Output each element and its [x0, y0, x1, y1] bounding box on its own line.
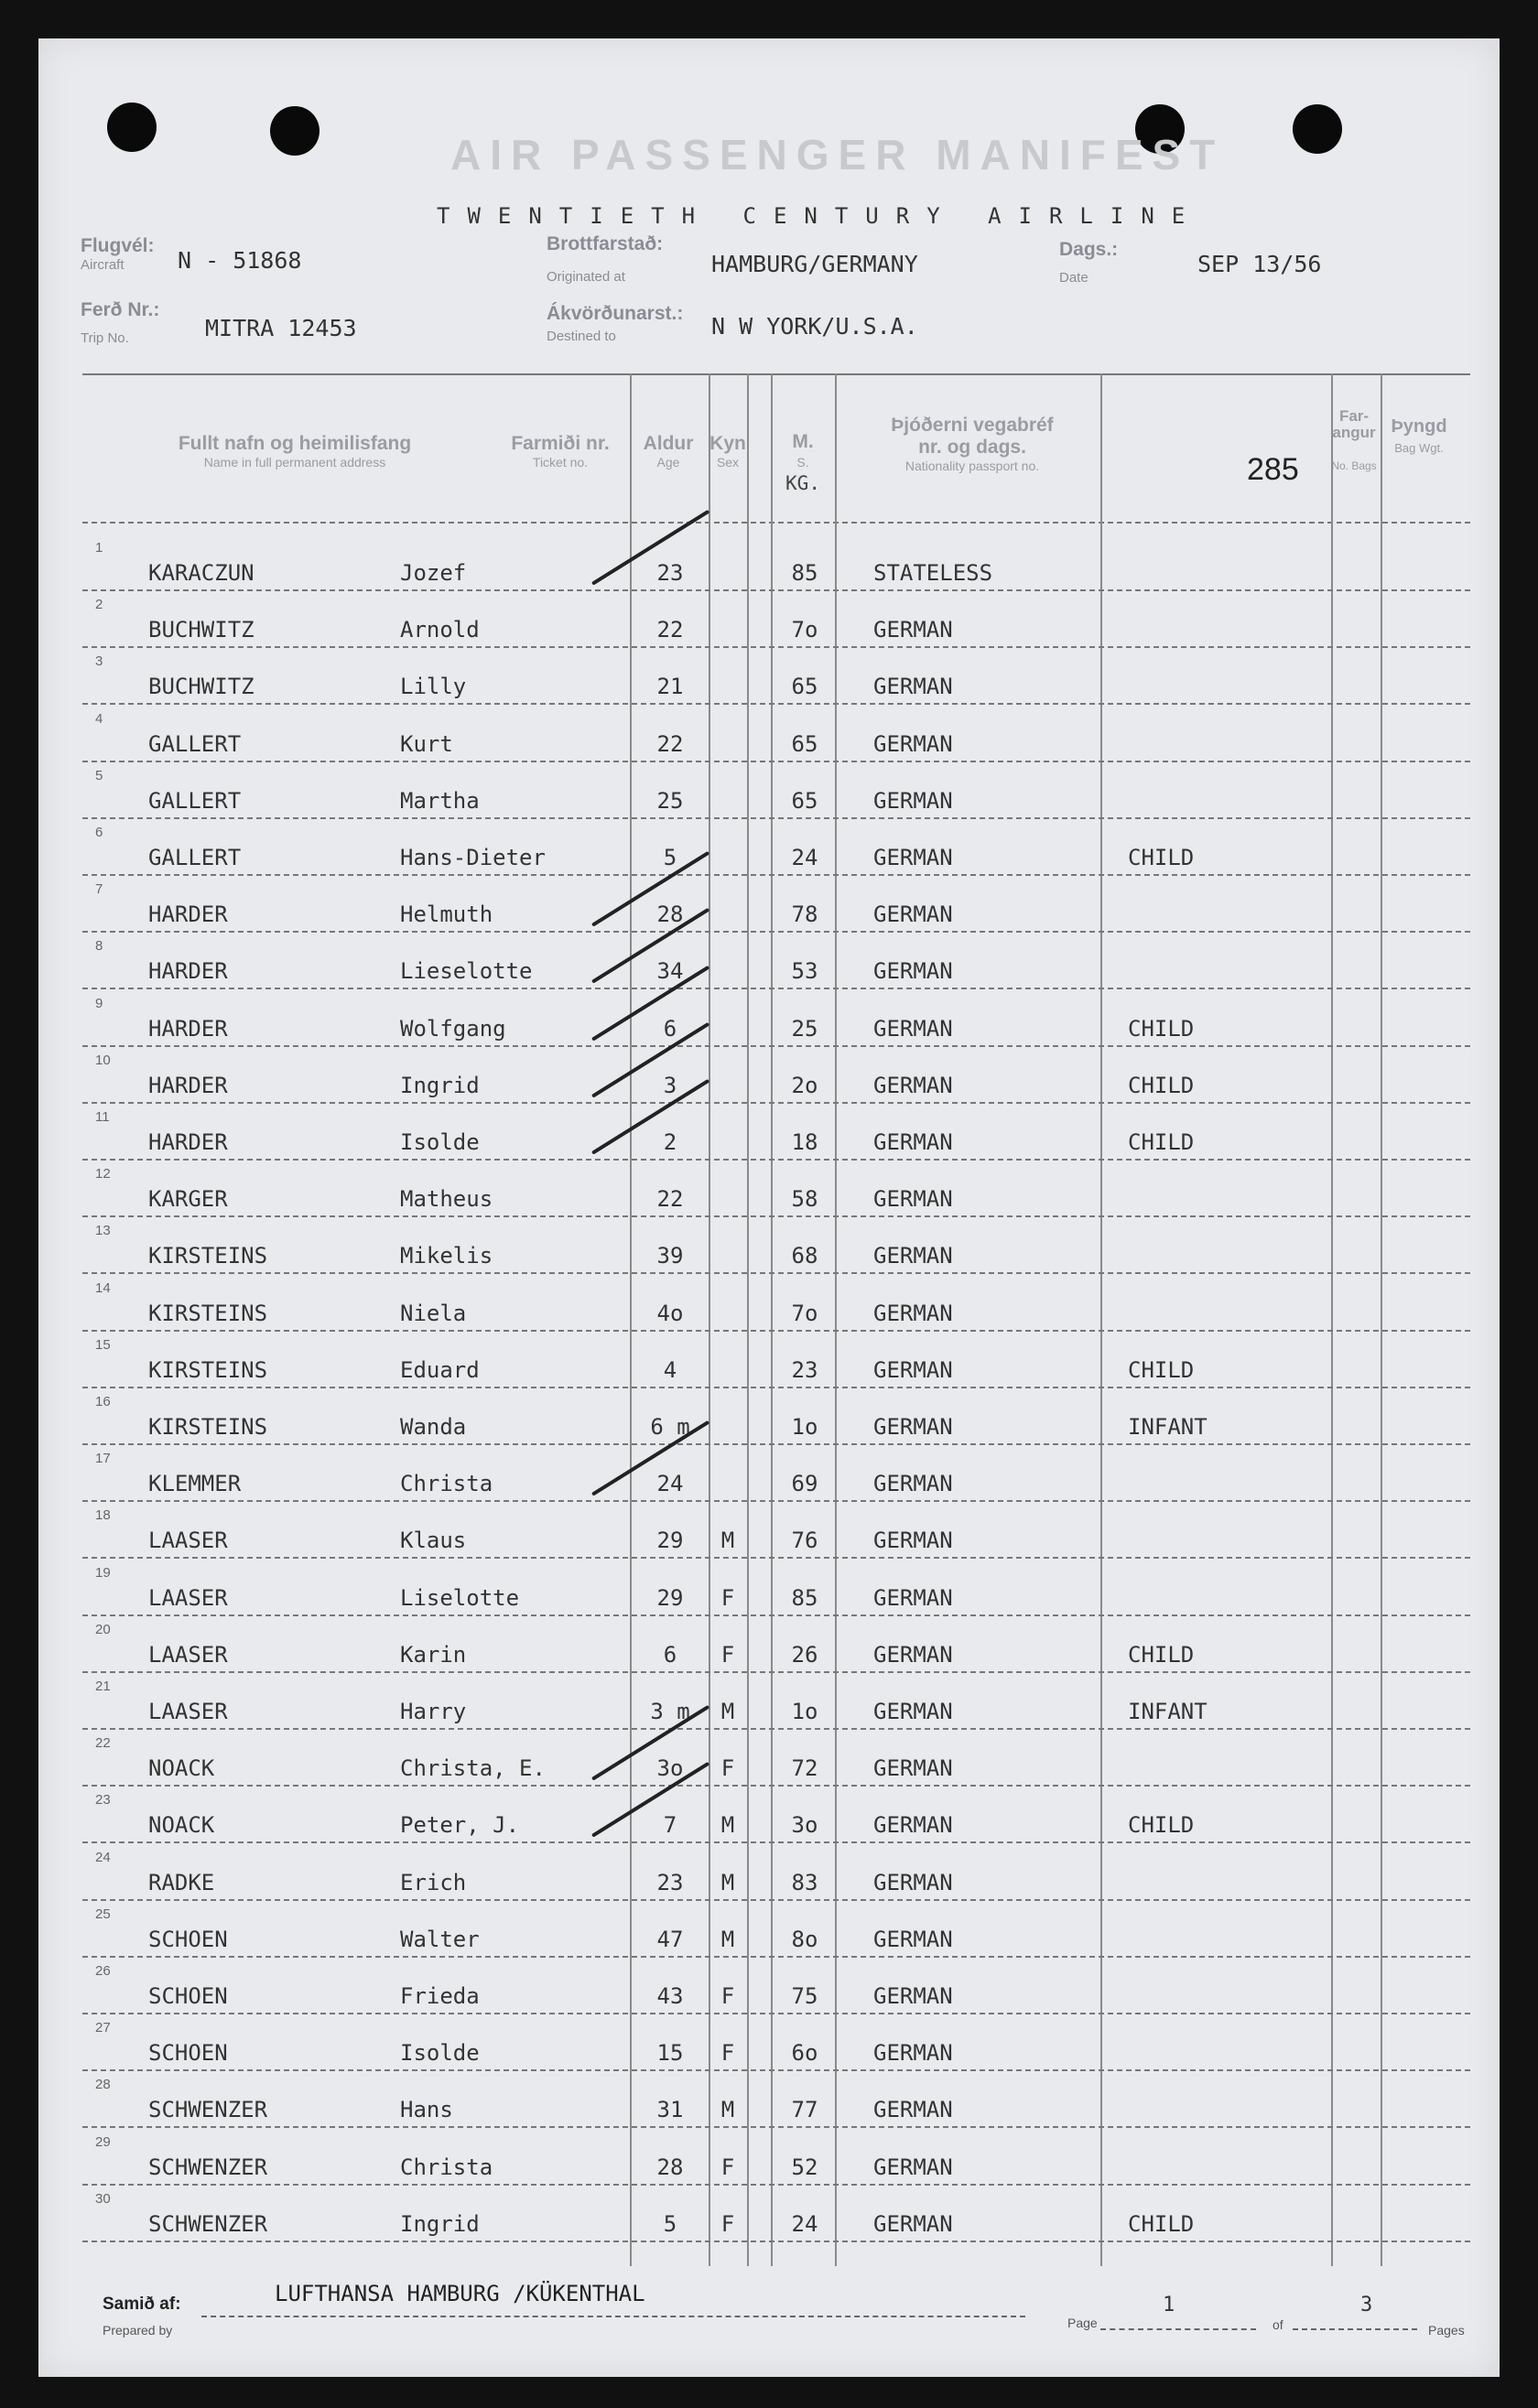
- weight: 65: [791, 787, 818, 814]
- row-number: 9: [95, 995, 103, 1011]
- weight: 2o: [791, 1072, 818, 1098]
- last-name: LAASER: [148, 1699, 228, 1724]
- row-divider: [82, 646, 1470, 648]
- last-name: SCHWENZER: [148, 2097, 268, 2123]
- age: 6: [663, 1015, 677, 1042]
- sex: F: [720, 1755, 735, 1782]
- row-divider: [82, 2126, 1470, 2128]
- sex: F: [720, 2210, 735, 2237]
- trip-value: MITRA 12453: [205, 315, 357, 341]
- age: 28: [656, 902, 684, 928]
- row-number: 25: [95, 1906, 111, 1922]
- prepared-by-line: [201, 2316, 1025, 2317]
- last-name: KIRSTEINS: [148, 1300, 268, 1326]
- trip-label-en: Trip No.: [81, 330, 129, 346]
- last-name: HARDER: [148, 902, 228, 928]
- row-number: 2: [95, 597, 103, 613]
- pages-value: 3: [1360, 2294, 1373, 2316]
- age: 24: [656, 1471, 684, 1497]
- prepared-by-label: Samið af:: [103, 2295, 181, 2314]
- nationality: GERMAN: [873, 902, 953, 928]
- row-number: 7: [95, 881, 103, 898]
- age: 4o: [656, 1300, 684, 1326]
- age: 43: [656, 1983, 684, 2009]
- first-name: Peter, J.: [400, 1812, 520, 1839]
- column-rule: [747, 373, 749, 2266]
- passenger-note: CHILD: [1128, 1072, 1195, 1098]
- header-name: Fullt nafn og heimilisfang: [178, 433, 412, 454]
- row-number: 1: [95, 540, 103, 556]
- weight: 7o: [791, 1300, 818, 1326]
- row-divider: [82, 2069, 1470, 2071]
- nationality: GERMAN: [873, 1186, 953, 1213]
- weight: 1o: [791, 1414, 818, 1440]
- first-name: Liselotte: [400, 1584, 520, 1611]
- first-name: Martha: [400, 787, 480, 814]
- age: 23: [656, 1869, 684, 1895]
- page-value: 1: [1163, 2294, 1175, 2316]
- weight: 75: [791, 1983, 818, 2009]
- row-number: 24: [95, 1849, 111, 1865]
- sex: M: [720, 1699, 735, 1724]
- row-divider: [82, 1557, 1470, 1559]
- age: 4: [663, 1356, 677, 1383]
- last-name: KIRSTEINS: [148, 1356, 268, 1383]
- header-ticket-en: Ticket no.: [532, 455, 589, 470]
- last-name: SCHWENZER: [148, 2154, 268, 2180]
- row-number: 23: [95, 1792, 111, 1809]
- sex: F: [720, 2040, 735, 2067]
- weight: 6o: [791, 2040, 818, 2067]
- row-number: 30: [95, 2190, 111, 2207]
- nationality: GERMAN: [873, 2097, 953, 2123]
- trip-label: Ferð Nr.:: [81, 299, 160, 320]
- nationality: GERMAN: [873, 2154, 953, 2180]
- row-divider: [82, 1728, 1470, 1730]
- row-number: 8: [95, 938, 103, 955]
- punch-hole: [107, 103, 157, 152]
- last-name: BUCHWITZ: [148, 674, 255, 700]
- last-name: HARDER: [148, 1015, 228, 1042]
- dest-value: N W YORK/U.S.A.: [711, 313, 918, 340]
- first-name: Hans-Dieter: [400, 845, 546, 870]
- header-ticket: Farmiði nr.: [511, 433, 610, 454]
- row-number: 29: [95, 2133, 111, 2150]
- row-number: 15: [95, 1336, 111, 1353]
- header-sex-en: Sex: [716, 455, 740, 470]
- weight: 65: [791, 730, 818, 757]
- header-bags-en: No. Bags: [1331, 459, 1377, 472]
- date-value: SEP 13/56: [1197, 251, 1322, 277]
- pages-line: [1293, 2328, 1417, 2330]
- weight: 23: [791, 1356, 818, 1383]
- of-label: of: [1273, 2317, 1283, 2332]
- age: 39: [656, 1243, 684, 1269]
- last-name: KARGER: [148, 1186, 228, 1213]
- pages-label: Pages: [1428, 2323, 1465, 2338]
- weight: 3o: [791, 1812, 818, 1839]
- row-divider: [82, 1159, 1470, 1161]
- passenger-note: CHILD: [1128, 1812, 1195, 1839]
- manifest-title: AIR PASSENGER MANIFEST: [450, 131, 1225, 178]
- age: 3 m: [650, 1699, 690, 1724]
- weight: 58: [791, 1186, 818, 1213]
- first-name: Kurt: [400, 730, 453, 757]
- age: 29: [656, 1584, 684, 1611]
- row-divider: [82, 1899, 1470, 1901]
- row-number: 11: [95, 1109, 110, 1125]
- weight: 83: [791, 1869, 818, 1895]
- row-divider: [82, 817, 1470, 819]
- header-age-en: Age: [656, 455, 680, 470]
- first-name: Hans: [400, 2097, 453, 2123]
- first-name: Wolfgang: [400, 1015, 506, 1042]
- manifest-sheet: [38, 38, 1500, 2377]
- row-divider: [82, 874, 1470, 876]
- last-name: KIRSTEINS: [148, 1243, 268, 1269]
- age: 25: [656, 787, 684, 814]
- first-name: Harry: [400, 1699, 467, 1724]
- aircraft-value: N - 51868: [178, 247, 302, 274]
- first-name: Eduard: [400, 1356, 480, 1383]
- row-number: 27: [95, 2020, 111, 2036]
- nationality: GERMAN: [873, 1528, 953, 1554]
- header-bags: Far-angur: [1332, 407, 1376, 441]
- page-line: [1100, 2328, 1256, 2330]
- row-divider: [82, 1841, 1470, 1843]
- weight: 25: [791, 1015, 818, 1042]
- first-name: Arnold: [400, 617, 480, 643]
- nationality: GERMAN: [873, 845, 953, 870]
- column-rule: [630, 373, 632, 2266]
- nationality: GERMAN: [873, 1129, 953, 1155]
- nationality: GERMAN: [873, 1414, 953, 1440]
- column-rule: [709, 373, 710, 2266]
- sex: F: [720, 1983, 735, 2009]
- nationality: GERMAN: [873, 617, 953, 643]
- age: 3o: [656, 1755, 684, 1782]
- table-top-line: [82, 373, 1470, 375]
- nationality: GERMAN: [873, 958, 953, 985]
- weight: 72: [791, 1755, 818, 1782]
- weight: 24: [791, 2210, 818, 2237]
- row-divider: [82, 2184, 1470, 2186]
- first-name: Matheus: [400, 1186, 493, 1213]
- header-nationality-en: Nationality passport no.: [904, 459, 1040, 473]
- row-number: 17: [95, 1451, 111, 1467]
- last-name: GALLERT: [148, 845, 242, 870]
- first-name: Helmuth: [400, 902, 493, 928]
- row-number: 21: [95, 1679, 111, 1694]
- row-number: 16: [95, 1394, 111, 1409]
- age: 22: [656, 1186, 684, 1213]
- header-weight-sub: S.: [796, 455, 809, 470]
- last-name: NOACK: [148, 1812, 215, 1839]
- passenger-note: CHILD: [1128, 1015, 1195, 1042]
- row-divider: [82, 1215, 1470, 1217]
- sex: F: [720, 1641, 735, 1668]
- page-label: Page: [1067, 2316, 1098, 2330]
- row-number: 5: [95, 767, 103, 783]
- last-name: KARACZUN: [148, 560, 255, 586]
- column-rule: [1331, 373, 1333, 2266]
- aircraft-label: Flugvél:: [81, 235, 155, 256]
- row-divider: [82, 1443, 1470, 1445]
- last-name: LAASER: [148, 1528, 228, 1554]
- row-divider: [82, 1614, 1470, 1616]
- nationality: GERMAN: [873, 1015, 953, 1042]
- nationality: GERMAN: [873, 1869, 953, 1895]
- header-name-en: Name in full permanent address: [203, 455, 386, 470]
- nationality: GERMAN: [873, 1812, 953, 1839]
- age: 21: [656, 674, 684, 700]
- header-sex: Kyn: [709, 433, 746, 454]
- age: 6: [663, 1641, 677, 1668]
- first-name: Frieda: [400, 1983, 480, 2009]
- first-name: Christa, E.: [400, 1755, 546, 1782]
- sex: F: [720, 2154, 735, 2180]
- age: 47: [656, 1926, 684, 1952]
- age: 7: [663, 1812, 677, 1839]
- first-name: Niela: [400, 1300, 467, 1326]
- weight: 24: [791, 845, 818, 870]
- nationality: STATELESS: [873, 560, 993, 586]
- nationality: GERMAN: [873, 2210, 953, 2237]
- row-divider: [82, 703, 1470, 705]
- row-number: 14: [95, 1280, 111, 1296]
- last-name: SCHOEN: [148, 1926, 228, 1952]
- last-name: LAASER: [148, 1584, 228, 1611]
- age: 3: [663, 1072, 677, 1098]
- dest-label: Ákvörðunarst.:: [547, 303, 684, 324]
- last-name: LAASER: [148, 1641, 228, 1668]
- header-bottom-line: [82, 522, 1470, 524]
- passenger-note: CHILD: [1128, 2210, 1195, 2237]
- first-name: Isolde: [400, 1129, 480, 1155]
- row-divider: [82, 1272, 1470, 1274]
- origin-label: Brottfarstað:: [547, 233, 664, 254]
- first-name: Erich: [400, 1869, 467, 1895]
- nationality: GERMAN: [873, 674, 953, 700]
- date-label-en: Date: [1059, 270, 1089, 286]
- sex: M: [720, 1812, 735, 1839]
- sex: M: [720, 1528, 735, 1554]
- weight: 85: [791, 1584, 818, 1611]
- last-name: GALLERT: [148, 730, 242, 757]
- nationality: GERMAN: [873, 1926, 953, 1952]
- nationality: GERMAN: [873, 1356, 953, 1383]
- nationality: GERMAN: [873, 1755, 953, 1782]
- row-number: 4: [95, 710, 103, 727]
- nationality: GERMAN: [873, 1641, 953, 1668]
- prepared-by-label-en: Prepared by: [103, 2323, 173, 2338]
- passenger-note: INFANT: [1128, 1414, 1208, 1440]
- punch-hole: [1293, 104, 1342, 154]
- nationality: GERMAN: [873, 787, 953, 814]
- first-name: Ingrid: [400, 2210, 480, 2237]
- header-age: Aldur: [643, 433, 694, 454]
- weight: 7o: [791, 617, 818, 643]
- first-name: Walter: [400, 1926, 480, 1952]
- header-weight-unit: KG.: [785, 472, 820, 494]
- row-divider: [82, 589, 1470, 591]
- weight: 77: [791, 2097, 818, 2123]
- weight: 65: [791, 674, 818, 700]
- passenger-note: CHILD: [1128, 1129, 1195, 1155]
- weight: 1o: [791, 1699, 818, 1724]
- age: 34: [656, 958, 684, 985]
- row-number: 19: [95, 1564, 111, 1581]
- date-label: Dags.:: [1059, 239, 1119, 260]
- first-name: Klaus: [400, 1528, 467, 1554]
- first-name: Ingrid: [400, 1072, 480, 1098]
- first-name: Isolde: [400, 2040, 480, 2067]
- row-number: 22: [95, 1735, 111, 1752]
- row-divider: [82, 1500, 1470, 1502]
- first-name: Christa: [400, 1471, 493, 1497]
- row-number: 12: [95, 1166, 111, 1182]
- age: 23: [656, 560, 684, 586]
- last-name: KIRSTEINS: [148, 1414, 268, 1440]
- last-name: NOACK: [148, 1755, 215, 1782]
- last-name: GALLERT: [148, 787, 242, 814]
- last-name: KLEMMER: [148, 1471, 242, 1497]
- column-rule: [771, 373, 773, 2266]
- column-rule: [1100, 373, 1102, 2266]
- row-divider: [82, 1785, 1470, 1787]
- row-divider: [82, 1102, 1470, 1104]
- first-name: Wanda: [400, 1414, 467, 1440]
- row-number: 20: [95, 1621, 111, 1637]
- row-number: 6: [95, 825, 103, 840]
- weight: 69: [791, 1471, 818, 1497]
- nationality: GERMAN: [873, 1983, 953, 2009]
- row-number: 26: [95, 1963, 111, 1979]
- last-name: HARDER: [148, 1129, 228, 1155]
- last-name: HARDER: [148, 958, 228, 985]
- header-bag-weight: Þyngd: [1391, 416, 1447, 437]
- stamp-number: 285: [1247, 452, 1299, 487]
- passenger-note: INFANT: [1128, 1699, 1208, 1724]
- weight: 26: [791, 1641, 818, 1668]
- origin-label-en: Originated at: [547, 269, 625, 285]
- first-name: Christa: [400, 2154, 493, 2180]
- weight: 18: [791, 1129, 818, 1155]
- weight: 52: [791, 2154, 818, 2180]
- origin-value: HAMBURG/GERMANY: [711, 251, 918, 277]
- row-number: 28: [95, 2077, 111, 2093]
- first-name: Lilly: [400, 674, 467, 700]
- age: 2: [663, 1129, 677, 1155]
- row-divider: [82, 931, 1470, 933]
- first-name: Lieselotte: [400, 958, 533, 985]
- first-name: Jozef: [400, 560, 467, 586]
- sex: M: [720, 1869, 735, 1895]
- first-name: Karin: [400, 1641, 467, 1668]
- column-rule: [1381, 373, 1382, 2266]
- age: 22: [656, 617, 684, 643]
- column-rule: [835, 373, 837, 2266]
- age: 6 m: [650, 1414, 690, 1440]
- row-number: 13: [95, 1223, 111, 1239]
- row-divider: [82, 1330, 1470, 1332]
- row-divider: [82, 761, 1470, 762]
- age: 15: [656, 2040, 684, 2067]
- header-bag-weight-en: Bag Wgt.: [1394, 441, 1444, 455]
- weight: 53: [791, 958, 818, 985]
- prepared-by-value: LUFTHANSA HAMBURG /KÜKENTHAL: [275, 2281, 645, 2306]
- airline-name: TWENTIETH CENTURY AIRLINE: [437, 203, 1203, 229]
- sex: M: [720, 2097, 735, 2123]
- weight: 8o: [791, 1926, 818, 1952]
- weight: 85: [791, 560, 818, 586]
- nationality: GERMAN: [873, 1243, 953, 1269]
- last-name: SCHOEN: [148, 1983, 228, 2009]
- nationality: GERMAN: [873, 730, 953, 757]
- nationality: GERMAN: [873, 1072, 953, 1098]
- header-weight: M.: [792, 431, 814, 452]
- row-divider: [82, 2013, 1470, 2014]
- age: 5: [663, 845, 677, 870]
- nationality: GERMAN: [873, 2040, 953, 2067]
- last-name: HARDER: [148, 1072, 228, 1098]
- age: 28: [656, 2154, 684, 2180]
- last-name: SCHOEN: [148, 2040, 228, 2067]
- row-divider: [82, 1045, 1470, 1047]
- row-divider: [82, 2241, 1470, 2242]
- sex: M: [720, 1926, 735, 1952]
- header-nationality-2: nr. og dags.: [918, 437, 1026, 458]
- age: 29: [656, 1528, 684, 1554]
- sex: F: [720, 1584, 735, 1611]
- row-number: 10: [95, 1052, 111, 1068]
- row-number: 18: [95, 1507, 111, 1524]
- nationality: GERMAN: [873, 1300, 953, 1326]
- weight: 68: [791, 1243, 818, 1269]
- aircraft-label-en: Aircraft: [81, 257, 125, 273]
- age: 22: [656, 730, 684, 757]
- punch-hole: [270, 106, 320, 156]
- age: 31: [656, 2097, 684, 2123]
- nationality: GERMAN: [873, 1584, 953, 1611]
- row-divider: [82, 1671, 1470, 1673]
- row-divider: [82, 1387, 1470, 1388]
- weight: 76: [791, 1528, 818, 1554]
- passenger-note: CHILD: [1128, 845, 1195, 870]
- nationality: GERMAN: [873, 1699, 953, 1724]
- last-name: BUCHWITZ: [148, 617, 255, 643]
- row-number: 3: [95, 653, 103, 670]
- age: 5: [663, 2210, 677, 2237]
- last-name: RADKE: [148, 1869, 215, 1895]
- passenger-note: CHILD: [1128, 1356, 1195, 1383]
- row-divider: [82, 988, 1470, 989]
- row-divider: [82, 1956, 1470, 1958]
- last-name: SCHWENZER: [148, 2210, 268, 2237]
- header-nationality: Þjóðerni vegabréf: [891, 415, 1054, 436]
- dest-label-en: Destined to: [547, 329, 616, 344]
- passenger-note: CHILD: [1128, 1641, 1195, 1668]
- weight: 78: [791, 902, 818, 928]
- nationality: GERMAN: [873, 1471, 953, 1497]
- first-name: Mikelis: [400, 1243, 493, 1269]
